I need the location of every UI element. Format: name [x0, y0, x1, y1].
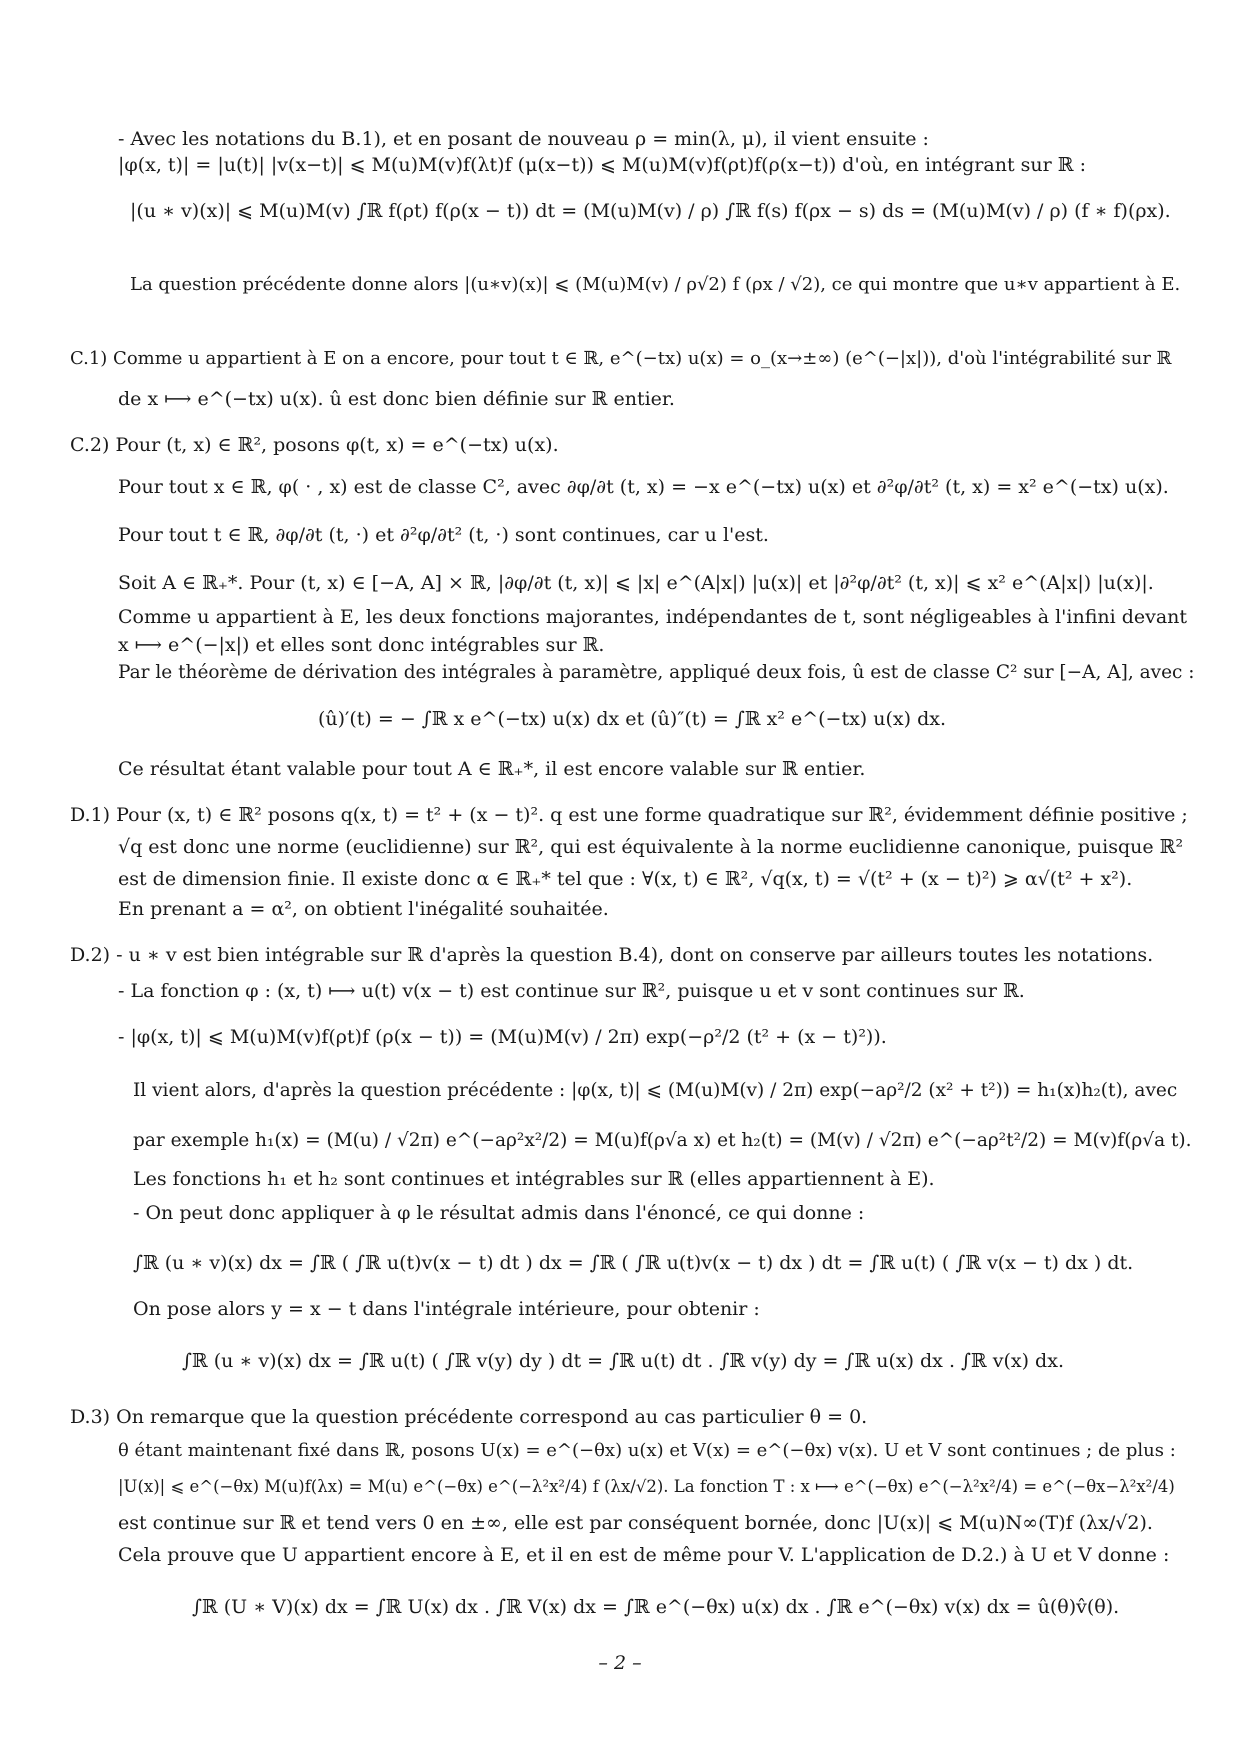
- text-line: |φ(x, t)| = |u(t)| |v(x−t)| ⩽ M(u)M(v)f(λt)f (μ(x−t)) ⩽ M(u)M(v)f(ρt)f(ρ(x−t)) d'où, en intégrant sur ℝ :: [118, 154, 1086, 176]
- section-c1-line: C.1) Comme u appartient à E on a encore, pour tout t ∈ ℝ, e^(−tx) u(x) = o_(x→±∞) (e^(−|x|)), d'où l'intégrabilité sur ℝ: [70, 348, 1172, 369]
- text-line: Ce résultat étant valable pour tout A ∈ ℝ₊*, il est encore valable sur ℝ entier.: [118, 758, 866, 780]
- section-c2-line: C.2) Pour (t, x) ∈ ℝ², posons φ(t, x) = e^(−tx) u(x).: [70, 434, 559, 456]
- text-line: - La fonction φ : (x, t) ⟼ u(t) v(x − t) est continue sur ℝ², puisque u et v sont continues sur ℝ.: [118, 980, 1025, 1002]
- text-line: |U(x)| ⩽ e^(−θx) M(u)f(λx) = M(u) e^(−θx) e^(−λ²x²/4) f (λx/√2). La fonction T : x ⟼ e^(−θx) e^(−λ²x²/4) = e^(−θx−λ²x²/4): [118, 1477, 1175, 1496]
- text-line: √q est donc une norme (euclidienne) sur ℝ², qui est équivalente à la norme euclidienne canonique, puisque ℝ²: [118, 836, 1184, 858]
- section-d1-line: D.1) Pour (x, t) ∈ ℝ² posons q(x, t) = t² + (x − t)². q est une forme quadratique sur ℝ², évidemment définie positive ;: [70, 804, 1188, 826]
- text-line: - |φ(x, t)| ⩽ M(u)M(v)f(ρt)f (ρ(x − t)) = (M(u)M(v) / 2π) exp(−ρ²/2 (t² + (x − t)²)).: [118, 1026, 887, 1048]
- text-line: Comme u appartient à E, les deux fonctions majorantes, indépendantes de t, sont négligeables à l'infini devant: [118, 606, 1188, 628]
- equation-display: ∫ℝ (U ∗ V)(x) dx = ∫ℝ U(x) dx . ∫ℝ V(x) dx = ∫ℝ e^(−θx) u(x) dx . ∫ℝ e^(−θx) v(x) dx = û(θ)v̂(θ).: [192, 1596, 1120, 1618]
- text-line: est de dimension finie. Il existe donc α ∈ ℝ₊* tel que : ∀(x, t) ∈ ℝ², √q(x, t) = √(t² + (x − t)²) ⩾ α√(t² + x²).: [118, 868, 1133, 890]
- text-line: par exemple h₁(x) = (M(u) / √2π) e^(−aρ²x²/2) = M(u)f(ρ√a x) et h₂(t) = (M(v) / √2π) e^(−aρ²t²/2) = M(v)f(ρ√a t).: [133, 1130, 1192, 1151]
- text-line: Cela prouve que U appartient encore à E, et il en est de même pour V. L'application de D.2.) à U et V donne :: [118, 1544, 1170, 1566]
- text-line: Pour tout t ∈ ℝ, ∂φ/∂t (t, ·) et ∂²φ/∂t² (t, ·) sont continues, car u l'est.: [118, 524, 769, 546]
- text-line: - On peut donc appliquer à φ le résultat admis dans l'énoncé, ce qui donne :: [133, 1202, 865, 1224]
- text-line: Soit A ∈ ℝ₊*. Pour (t, x) ∈ [−A, A] × ℝ, |∂φ/∂t (t, x)| ⩽ |x| e^(A|x|) |u(x)| et |∂²φ/∂t² (t, x)| ⩽ x² e^(A|x|) |u(x)|.: [118, 572, 1154, 594]
- text-line: La question précédente donne alors |(u∗v)(x)| ⩽ (M(u)M(v) / ρ√2) f (ρx / √2), ce qui montre que u∗v appartient à E.: [130, 274, 1181, 295]
- section-d2-line: D.2) - u ∗ v est bien intégrable sur ℝ d'après la question B.4), dont on conserve par ailleurs toutes les notations.: [70, 944, 1154, 966]
- text-line: - Avec les notations du B.1), et en posant de nouveau ρ = min(λ, μ), il vient ensuite :: [118, 128, 929, 150]
- page-number: – 2 –: [598, 1652, 642, 1674]
- text-line: On pose alors y = x − t dans l'intégrale intérieure, pour obtenir :: [133, 1298, 760, 1320]
- text-line: Pour tout x ∈ ℝ, φ( · , x) est de classe C², avec ∂φ/∂t (t, x) = −x e^(−tx) u(x) et ∂²φ/∂t² (t, x) = x² e^(−tx) u(x).: [118, 476, 1169, 498]
- text-line: En prenant a = α², on obtient l'inégalité souhaitée.: [118, 898, 609, 920]
- equation-display: (û)′(t) = − ∫ℝ x e^(−tx) u(x) dx et (û)″(t) = ∫ℝ x² e^(−tx) u(x) dx.: [318, 708, 946, 730]
- equation-display: ∫ℝ (u ∗ v)(x) dx = ∫ℝ u(t) ( ∫ℝ v(y) dy ) dt = ∫ℝ u(t) dt . ∫ℝ v(y) dy = ∫ℝ u(x) dx . ∫ℝ v(x) dx.: [182, 1350, 1064, 1372]
- equation-display: ∫ℝ (u ∗ v)(x) dx = ∫ℝ ( ∫ℝ u(t)v(x − t) dt ) dx = ∫ℝ ( ∫ℝ u(t)v(x − t) dx ) dt = ∫ℝ u(t) ( ∫ℝ v(x − t) dx ) dt.: [133, 1252, 1134, 1274]
- text-line: Par le théorème de dérivation des intégrales à paramètre, appliqué deux fois, û est de classe C² sur [−A, A], avec :: [118, 662, 1195, 683]
- equation-display: |(u ∗ v)(x)| ⩽ M(u)M(v) ∫ℝ f(ρt) f(ρ(x − t)) dt = (M(u)M(v) / ρ) ∫ℝ f(s) f(ρx − s) ds = (M(u)M(v) / ρ) (f ∗ f)(ρx).: [130, 200, 1171, 222]
- text-line: Il vient alors, d'après la question précédente : |φ(x, t)| ⩽ (M(u)M(v) / 2π) exp(−aρ²/2 (x² + t²)) = h₁(x)h₂(t), avec: [133, 1080, 1178, 1101]
- text-line: θ étant maintenant fixé dans ℝ, posons U(x) = e^(−θx) u(x) et V(x) = e^(−θx) v(x). U et V sont continues ; de plus :: [118, 1440, 1176, 1461]
- section-d3-line: D.3) On remarque que la question précédente correspond au cas particulier θ = 0.: [70, 1406, 868, 1428]
- text-line: x ⟼ e^(−|x|) et elles sont donc intégrables sur ℝ.: [118, 634, 605, 656]
- text-line: Les fonctions h₁ et h₂ sont continues et intégrables sur ℝ (elles appartiennent à E).: [133, 1168, 935, 1190]
- text-line: est continue sur ℝ et tend vers 0 en ±∞, elle est par conséquent bornée, donc |U(x)| ⩽ M(u)N∞(T)f (λx/√2).: [118, 1512, 1153, 1534]
- text-line: de x ⟼ e^(−tx) u(x). û est donc bien définie sur ℝ entier.: [118, 388, 675, 410]
